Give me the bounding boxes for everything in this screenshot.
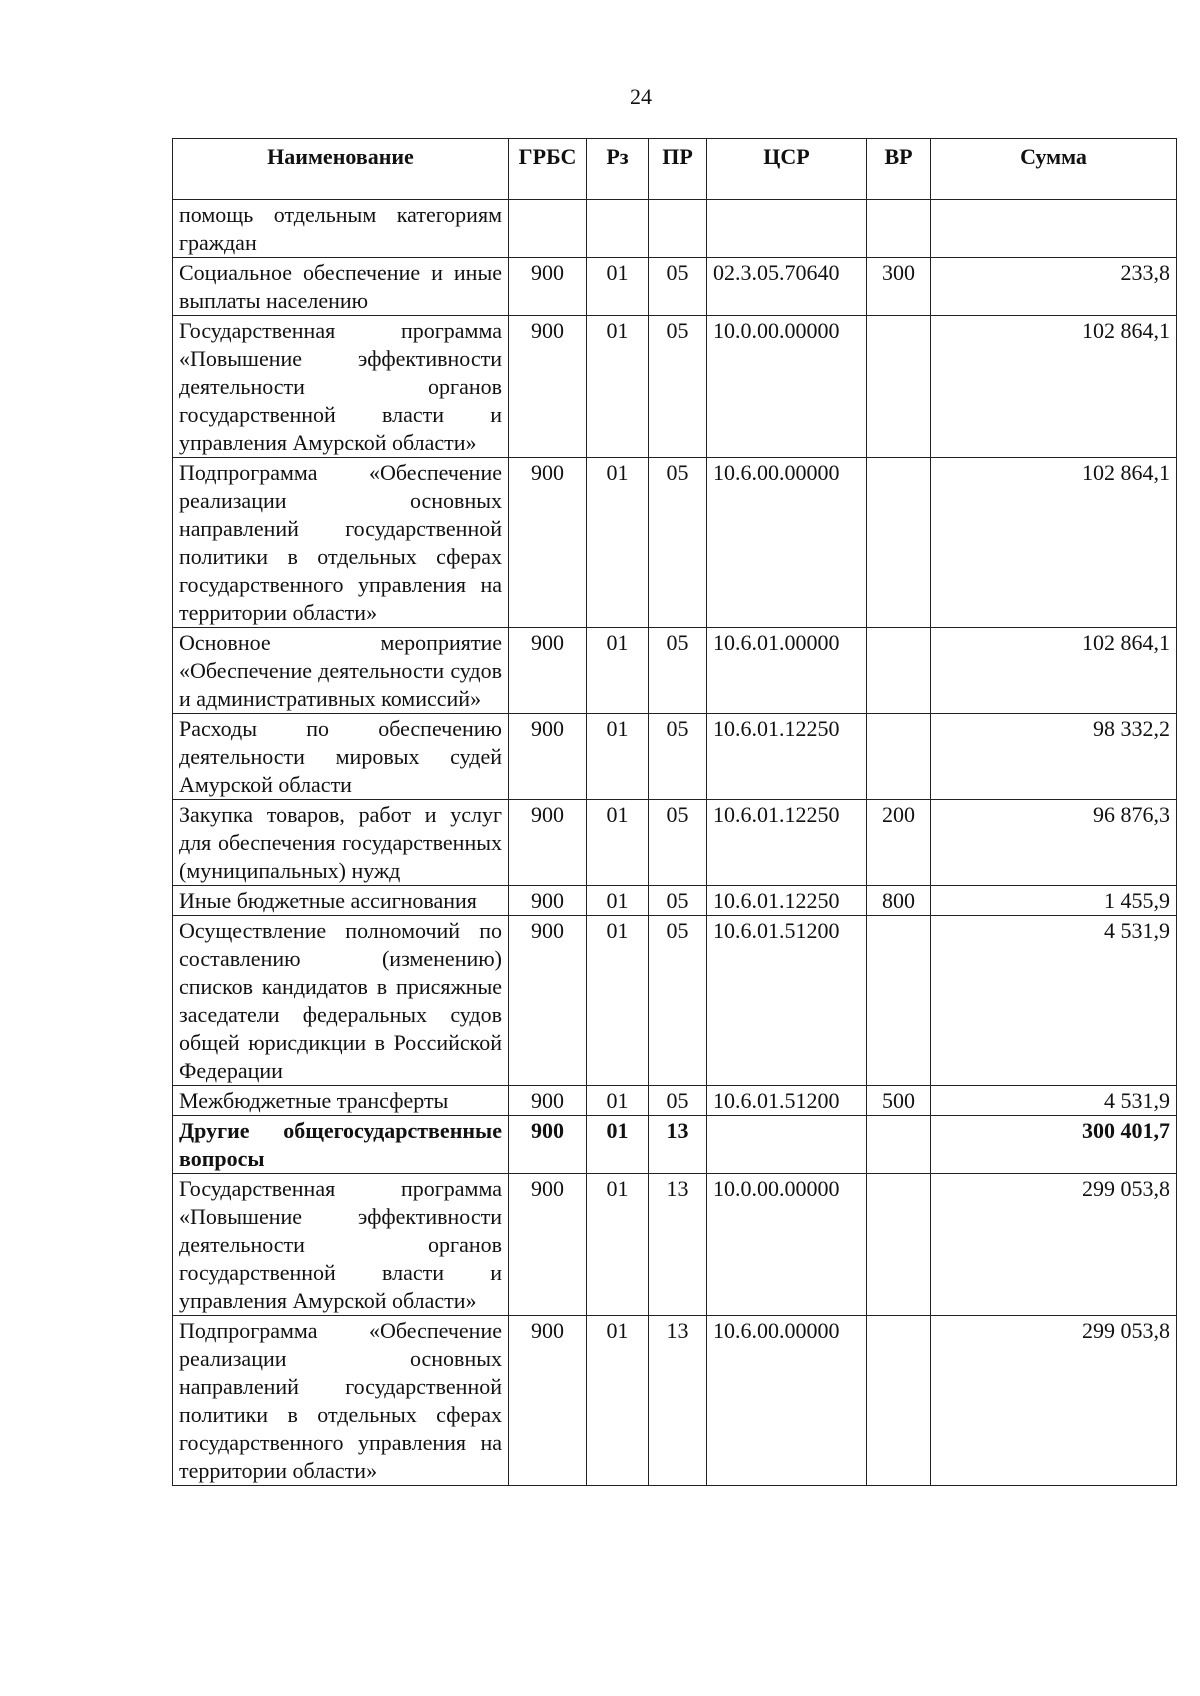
cell-vr [867,1116,931,1174]
cell-rz [587,200,649,258]
cell-name: Государственная программа «Повышение эффективности деятельности органов государственной власти и управления Амурской области» [173,316,509,458]
cell-pr: 05 [649,458,707,628]
cell-grbs: 900 [509,886,587,916]
cell-pr: 05 [649,886,707,916]
cell-name: Подпрограмма «Обеспечение реализации основных направлений государственной политики в отдельных сферах государственного управления на территории области» [173,458,509,628]
cell-grbs: 900 [509,458,587,628]
cell-vr: 300 [867,258,931,316]
cell-sum: 299 053,8 [931,1174,1177,1316]
table-row [173,316,1177,458]
cell-pr: 05 [649,258,707,316]
cell-vr [867,316,931,458]
cell-vr: 800 [867,886,931,916]
header-sum: Сумма [931,139,1177,200]
cell-pr: 13 [649,1316,707,1486]
header-csr: ЦСР [707,139,867,200]
cell-csr: 10.6.01.00000 [707,628,867,714]
cell-grbs: 900 [509,1174,587,1316]
cell-vr [867,200,931,258]
table-body [173,200,1177,1486]
cell-rz: 01 [587,1316,649,1486]
cell-pr: 05 [649,316,707,458]
cell-csr [707,200,867,258]
cell-sum: 96 876,3 [931,800,1177,886]
cell-pr: 05 [649,916,707,1086]
cell-csr: 10.6.01.51200 [707,916,867,1086]
cell-name: Межбюджетные трансферты [173,1086,509,1116]
header-name: Наименование [173,139,509,200]
header-pr: ПР [649,139,707,200]
cell-rz: 01 [587,458,649,628]
cell-vr [867,1174,931,1316]
cell-rz: 01 [587,1086,649,1116]
cell-sum: 1 455,9 [931,886,1177,916]
table-row [173,200,1177,258]
cell-rz: 01 [587,316,649,458]
cell-rz: 01 [587,258,649,316]
cell-grbs: 900 [509,714,587,800]
cell-sum: 102 864,1 [931,458,1177,628]
cell-rz: 01 [587,714,649,800]
cell-name: Другие общегосударственные вопросы [173,1116,509,1174]
cell-name: Государственная программа «Повышение эффективности деятельности органов государственной власти и управления Амурской области» [173,1174,509,1316]
header-rz: Рз [587,139,649,200]
cell-csr: 10.6.01.12250 [707,714,867,800]
cell-name: Социальное обеспечение и иные выплаты населению [173,258,509,316]
table-row [173,1174,1177,1316]
cell-csr: 10.0.00.00000 [707,316,867,458]
table-row [173,1316,1177,1486]
table-row [173,458,1177,628]
cell-pr: 05 [649,800,707,886]
table-row [173,916,1177,1086]
table-row [173,1116,1177,1174]
table-row [173,800,1177,886]
cell-grbs: 900 [509,1116,587,1174]
header-row [173,139,1177,200]
cell-csr: 10.6.00.00000 [707,1316,867,1486]
table-row [173,258,1177,316]
cell-sum: 4 531,9 [931,1086,1177,1116]
cell-name: Расходы по обеспечению деятельности мировых судей Амурской области [173,714,509,800]
cell-pr: 13 [649,1174,707,1316]
cell-csr: 10.6.00.00000 [707,458,867,628]
cell-csr: 10.6.01.12250 [707,800,867,886]
cell-vr [867,714,931,800]
cell-rz: 01 [587,628,649,714]
cell-csr: 10.6.01.12250 [707,886,867,916]
cell-grbs: 900 [509,628,587,714]
cell-grbs: 900 [509,916,587,1086]
cell-name: Подпрограмма «Обеспечение реализации основных направлений государственной политики в отдельных сферах государственного управления на территории области» [173,1316,509,1486]
cell-grbs: 900 [509,316,587,458]
budget-table [172,138,1177,1486]
cell-sum: 98 332,2 [931,714,1177,800]
cell-vr [867,1316,931,1486]
cell-rz: 01 [587,1116,649,1174]
cell-sum: 4 531,9 [931,916,1177,1086]
cell-rz: 01 [587,886,649,916]
cell-rz: 01 [587,916,649,1086]
cell-name: Основное мероприятие «Обеспечение деятельности судов и административных комиссий» [173,628,509,714]
cell-sum: 102 864,1 [931,316,1177,458]
cell-vr: 200 [867,800,931,886]
cell-grbs: 900 [509,1086,587,1116]
cell-csr [707,1116,867,1174]
cell-pr: 13 [649,1116,707,1174]
header-vr: ВР [867,139,931,200]
cell-grbs: 900 [509,1316,587,1486]
cell-name: Осуществление полномочий по составлению (изменению) списков кандидатов в присяжные заседатели федеральных судов общей юрисдикции в Российской Федерации [173,916,509,1086]
cell-sum: 233,8 [931,258,1177,316]
table-row [173,714,1177,800]
cell-name: Иные бюджетные ассигнования [173,886,509,916]
cell-sum: 300 401,7 [931,1116,1177,1174]
table-row [173,886,1177,916]
cell-vr [867,916,931,1086]
cell-rz: 01 [587,800,649,886]
cell-csr: 10.6.01.51200 [707,1086,867,1116]
cell-pr: 05 [649,628,707,714]
page-number: 24 [630,84,652,109]
cell-vr: 500 [867,1086,931,1116]
cell-sum [931,200,1177,258]
cell-csr: 10.0.00.00000 [707,1174,867,1316]
cell-vr [867,628,931,714]
cell-pr [649,200,707,258]
cell-grbs: 900 [509,258,587,316]
cell-pr: 05 [649,714,707,800]
cell-pr: 05 [649,1086,707,1116]
cell-name: Закупка товаров, работ и услуг для обеспечения государственных (муниципальных) нужд [173,800,509,886]
cell-sum: 102 864,1 [931,628,1177,714]
cell-csr: 02.3.05.70640 [707,258,867,316]
table-row [173,628,1177,714]
cell-name: помощь отдельным категориям граждан [173,200,509,258]
table-row [173,1086,1177,1116]
cell-grbs [509,200,587,258]
header-grbs: ГРБС [509,139,587,200]
cell-grbs: 900 [509,800,587,886]
cell-rz: 01 [587,1174,649,1316]
cell-vr [867,458,931,628]
cell-sum: 299 053,8 [931,1316,1177,1486]
